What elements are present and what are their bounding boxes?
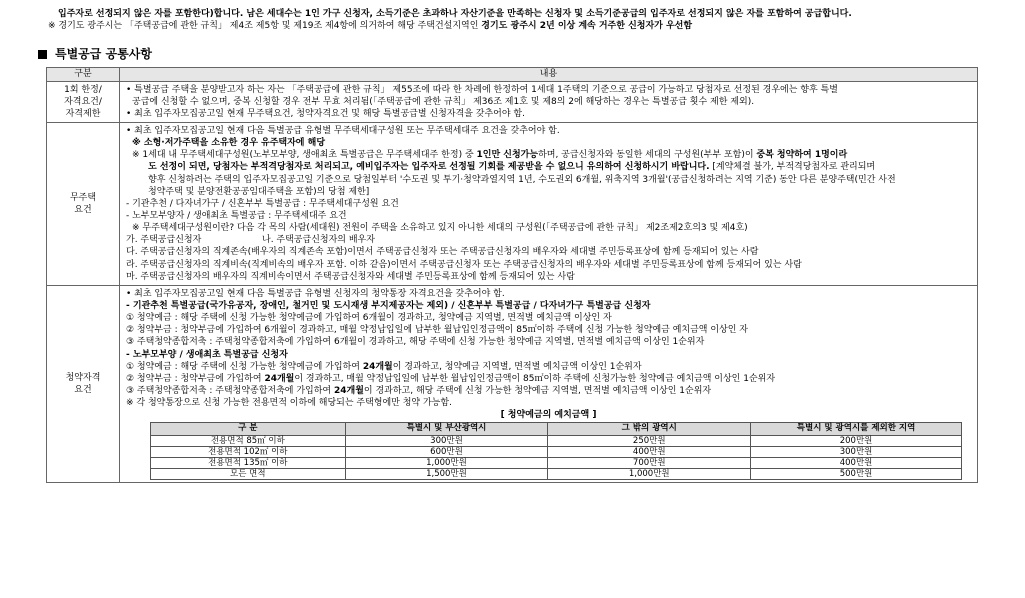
- deposit-cell: 1,000만원: [345, 457, 548, 468]
- deposit-row: [151, 446, 962, 457]
- text-run: ① 청약예금 : 해당 주택에 신청 가능한 청약예금에 가입하여: [126, 361, 363, 372]
- special-supply-table: [46, 67, 978, 482]
- label-line: 청약자격: [65, 372, 101, 383]
- label-line: 자격요건/: [64, 96, 102, 107]
- text-run-bold: 1인만 신청가능: [476, 150, 539, 161]
- deposit-header: 그 밖의 광역시: [548, 423, 751, 435]
- text-run: ② 청약부금 : 청약부금에 가입하여: [126, 373, 265, 384]
- deposit-cell: 500만원: [751, 468, 962, 479]
- deposit-cell: 전용면적 135㎡ 이하: [151, 457, 346, 468]
- deposit-cell: 전용면적 102㎡ 이하: [151, 446, 346, 457]
- text-run-bold: 도 선정이 되면, 당첨자는 부적격당첨자로 처리되고, 예비입주자는 입주자로 선정될 기회를 제공받을 수 없으니 유의하여 신청하시기 바랍니다.: [148, 162, 710, 173]
- label-line: 요건: [74, 384, 92, 395]
- deposit-header: 구 분: [151, 423, 346, 435]
- deposit-cell: 모든 면적: [151, 468, 346, 479]
- text-run: [계약체결 불가, 부적격당첨자로 관리되며: [709, 162, 876, 173]
- deposit-cell: 전용면적 85㎡ 이하: [151, 435, 346, 446]
- deposit-table: [150, 422, 962, 479]
- content-line: - 노부모부양자 / 생애최초 특별공급 : 무주택세대주 요건: [126, 211, 347, 222]
- row-label-homeless: [47, 123, 120, 286]
- text-run: 가. 주택공급신청자: [126, 235, 202, 246]
- content-line: [126, 385, 971, 397]
- square-bullet-icon: [38, 50, 47, 59]
- content-line: 공급에 신청할 수 없으며, 중복 신청할 경우 전부 무효 처리됨(「주택공급에 관한 규칙」 제36조 제1호 및 제8의 2에 해당하는 경우는 특별공급 횟수 제한 제외).: [132, 96, 755, 107]
- deposit-cell: 300만원: [751, 446, 962, 457]
- content-line: [126, 234, 971, 246]
- table-header-row: [47, 68, 978, 81]
- deposit-row: [151, 468, 962, 479]
- section-title: 특별공급 공통사항: [55, 47, 152, 62]
- header-category: 구분: [47, 68, 120, 81]
- content-line: • 최초 입주자모집공고일 현재 무주택요건, 청약자격요건 및 해당 특별공급별 신청자격을 갖추어야 함.: [126, 108, 525, 119]
- content-line: ※ 소형·저가주택을 소유한 경우 유주택자에 해당: [132, 138, 326, 149]
- intro-line-2: [48, 20, 1015, 32]
- content-line: 다. 주택공급신청자의 직계존속(배우자의 직계존속 포함)이면서 주택공급신청자 또는 주택공급신청자의 배우자와 세대별 주민등록표상에 함께 등재되어 있는 사람: [126, 247, 759, 258]
- content-line: - 기관추천 / 다자녀가구 / 신혼부부 특별공급 : 무주택세대구성원 요건: [126, 198, 399, 209]
- content-line: 청약주택 및 분양전환공공임대주택을 포함)의 당첨 제한]: [148, 186, 370, 197]
- text-run: 이 경과하고, 해당 주택에 신청 가능한 청약예금 지역별, 면적별 예치금액 이상인 1순위자: [363, 385, 712, 396]
- content-line: • 특별공급 주택을 분양받고자 하는 자는 「주택공급에 관한 규칙」 제55조에 따라 한 차례에 한정하여 1세대 1주택의 기준으로 공급이 가능하고 당첨자로 선정된 경우에는 향후 특별: [126, 84, 838, 95]
- intro-line-2-bold: 경기도 광주시 2년 이상 계속 거주한 신청자가 우선함: [481, 21, 693, 32]
- header-content: 내용: [120, 68, 978, 81]
- text-run-bold: 중복 청약하여 1명이라: [756, 150, 848, 161]
- deposit-header: 특별시 및 광역시를 제외한 지역: [751, 423, 962, 435]
- text-run: ③ 주택청약종합저축 : 주택청약종합저축에 가입하여: [126, 385, 334, 396]
- content-line: [126, 361, 971, 373]
- deposit-cell: 250만원: [548, 435, 751, 446]
- content-line: 마. 주택공급신청자의 배우자의 직계비속이면서 주택공급신청자와 세대별 주민등록표상에 함께 등재되어 있는 사람: [126, 271, 575, 282]
- deposit-cell: 700만원: [548, 457, 751, 468]
- text-run: 나. 주택공급신청자의 배우자: [262, 235, 375, 246]
- label-line: 1회 한정/: [64, 84, 102, 95]
- deposit-cell: 1,000만원: [548, 468, 751, 479]
- text-run-bold: 24개월: [264, 373, 295, 384]
- intro-line-2-text: ※ 경기도 광주시는 「주택공급에 관한 규칙」 제4조 제5항 및 제19조 제4항에 의거하여 해당 주택건설지역인: [48, 21, 482, 32]
- label-line: 요건: [74, 204, 92, 215]
- content-line: [126, 149, 971, 161]
- intro-line-1: 입주자로 선정되지 않은 자를 포함한다)합니다. 남은 세대수는 1인 가구 신청자, 소득기준은 초과하나 자산기준을 만족하는 신청자 및 소득기준공급의 입주자로 선정되지 않은 자를 포함하여 공급합니다.: [58, 9, 852, 19]
- deposit-table-title: [ 청약예금의 예치금액 ]: [500, 410, 597, 421]
- deposit-cell: 400만원: [548, 446, 751, 457]
- text-run: 하며, 공급신청자와 동일한 세대의 구성원(부부 포함)이: [538, 150, 757, 161]
- text-run: 이 경과하고, 매월 약정납입일에 납부한 월납입인정금액이 85㎡이하 주택에 신청가능한 청약예금 예치금액 이상인 1순위자: [294, 373, 776, 384]
- deposit-row: [151, 435, 962, 446]
- section-heading: [38, 46, 1015, 62]
- text-run-bold: 24개월: [362, 361, 393, 372]
- deposit-cell: 200만원: [751, 435, 962, 446]
- text-run: 이 경과하고, 청약예금 지역별, 면적별 예치금액 이상인 1순위자: [392, 361, 642, 372]
- content-line: ③ 주택청약종합저축 : 주택청약종합저축에 가입하여 6개월이 경과하고, 해당 주택에 신청 가능한 청약예금 지역별, 면적별 예치금액 이상인 1순위자: [126, 337, 705, 348]
- content-line: • 최초 입주자모집공고일 현재 다음 특별공급 유형별 무주택세대구성원 또는 무주택세대주 요건을 갖추어야 함.: [126, 126, 560, 137]
- text-run: ※ 1세대 내 무주택세대구성원(노부모부양, 생애최초 특별공급은 무주택세대주 한정) 중: [132, 150, 477, 161]
- table-row: [47, 123, 978, 286]
- row-label-subscription: [47, 285, 120, 482]
- row-content-homeless: [120, 123, 978, 286]
- content-line: [126, 161, 971, 173]
- deposit-cell: 1,500만원: [345, 468, 548, 479]
- deposit-header-row: [151, 423, 962, 435]
- content-line: 향후 신청하려는 주택의 입주자모집공고일 기준으로 당첨일부터 '수도권 및 투기·청약과열지역 1년, 수도권외 6개월, 위축지역 3개월'(공급신청하려는 지역 기준) 동안 다른 분양주택(민간 사전: [148, 174, 896, 185]
- content-line: - 기관추천 특별공급(국가유공자, 장애인, 철거민 및 도시재생 부지제공자는 제외) / 신혼부부 특별공급 / 다자녀가구 특별공급 신청자: [126, 301, 651, 311]
- content-line: - 노부모부양 / 생애최초 특별공급 신청자: [126, 349, 288, 360]
- row-content-limit: [120, 81, 978, 122]
- content-line: ※ 무주택세대구성원이란? 다음 각 목의 사람(세대원) 전원이 주택을 소유하고 있지 아니한 세대의 구성원(「주택공급에 관한 규칙」 제2조제2호의3 및 제4호): [132, 223, 748, 234]
- content-line: 라. 주택공급신청자의 직계비속(직계비속의 배우자 포함. 이하 같음)이면서 주택공급신청자 또는 주택공급신청자의 배우자와 세대별 주민등록표상에 함께 등재되어 있는 사람: [126, 259, 802, 270]
- row-label-limit: [47, 81, 120, 122]
- label-line: 무주택: [69, 192, 97, 203]
- content-line: ※ 각 청약통장으로 신청 가능한 전용면적 이하에 해당되는 주택형에만 청약 가능함.: [126, 398, 452, 409]
- deposit-cell: 400만원: [751, 457, 962, 468]
- content-line: • 최초 입주자모집공고일 현재 다음 특별공급 유형별 신청자의 청약통장 자격요건을 갖추어야 함.: [126, 288, 505, 299]
- deposit-header: 특별시 및 부산광역시: [345, 423, 548, 435]
- text-run-bold: 24개월: [333, 385, 364, 396]
- content-line: ① 청약예금 : 해당 주택에 신청 가능한 청약예금에 가입하여 6개월이 경과하고, 청약예금 지역별, 면적별 예치금액 이상인 자: [126, 313, 612, 324]
- table-row: [47, 285, 978, 482]
- deposit-cell: 600만원: [345, 446, 548, 457]
- row-content-subscription: [120, 285, 978, 482]
- table-row: [47, 81, 978, 122]
- deposit-cell: 300만원: [345, 435, 548, 446]
- deposit-row: [151, 457, 962, 468]
- content-line: [126, 373, 971, 385]
- intro-text: [48, 8, 1015, 32]
- label-line: 자격제한: [65, 108, 101, 119]
- content-line: ② 청약부금 : 청약부금에 가입하여 6개월이 경과하고, 매월 약정납입일에 납부한 월납입인정금액이 85㎡이하 주택에 신청 가능한 청약예금 예치금액 이상인 자: [126, 325, 748, 336]
